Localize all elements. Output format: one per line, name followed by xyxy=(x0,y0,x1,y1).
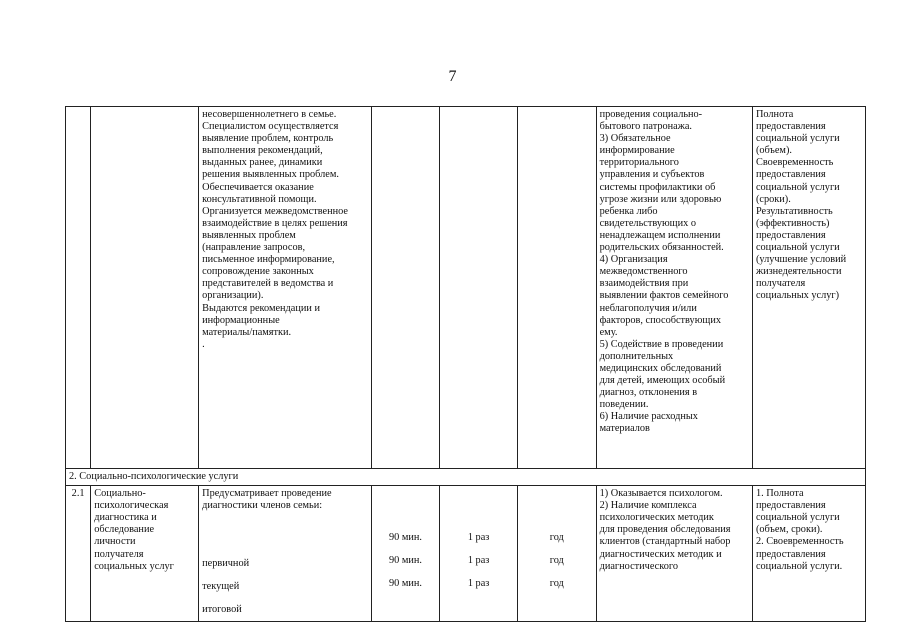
text-line: . xyxy=(202,338,205,350)
text-line: (объем). xyxy=(755,145,792,157)
text-line: материалов xyxy=(599,423,650,435)
text-line: клиентов (стандартный набор xyxy=(599,536,731,548)
text-line: информационные xyxy=(202,314,280,326)
text-line: свидетельствующих о xyxy=(599,217,696,229)
text-line: управления и субъектов xyxy=(599,169,705,181)
text-line: предоставления xyxy=(755,229,826,241)
duration-cell xyxy=(371,486,440,622)
text-line: Специалистом осуществляется xyxy=(202,121,339,133)
text-line: социальной услуги. xyxy=(755,560,843,572)
service-name-cell xyxy=(91,107,199,469)
text-line: социальной услуги xyxy=(755,133,840,145)
text-line: получателя xyxy=(755,278,806,290)
duration-cell xyxy=(371,107,440,469)
period-cell xyxy=(517,107,596,469)
text-line: материалы/памятки. xyxy=(202,326,292,338)
page-number: 7 xyxy=(448,68,457,85)
text-line: 5) Содействие в проведении xyxy=(599,338,724,350)
text-line: несовершеннолетнего в семье. xyxy=(202,109,337,120)
text-line: письменное информирование, xyxy=(202,254,335,266)
indicators-text xyxy=(756,109,862,303)
duration-primary: 90 мин. xyxy=(388,532,422,544)
services-table xyxy=(65,106,866,622)
text-line: системы профилактики об xyxy=(599,181,716,193)
text-line: обследование xyxy=(94,524,155,536)
text-line: Социально- xyxy=(94,488,146,500)
period-cell xyxy=(517,486,596,622)
text-line: 4) Организация xyxy=(599,254,668,266)
indicators-cell xyxy=(752,107,865,469)
text-line: бытового патронажа. xyxy=(599,121,692,133)
text-line: дополнительных xyxy=(599,350,674,362)
text-line: сопровождение законных xyxy=(202,266,314,278)
duration-final: 90 мин. xyxy=(388,578,422,590)
period-primary: год xyxy=(549,532,564,544)
section-header-row xyxy=(66,469,866,486)
period-final: год xyxy=(549,578,564,590)
text-line: выявлении фактов семейного xyxy=(599,290,729,302)
text-line: территориального xyxy=(599,157,679,169)
text-line: психологическая xyxy=(94,500,169,512)
text-line: 6) Наличие расходных xyxy=(599,411,698,423)
frequency-cell xyxy=(440,486,518,622)
indicators-cell xyxy=(752,486,865,622)
description-cell xyxy=(199,486,372,622)
frequency-final: 1 раз xyxy=(467,578,490,590)
text-line: Выдаются рекомендации и xyxy=(202,302,320,314)
text-line: выполнения рекомендаций, xyxy=(202,145,323,157)
text-line: ненадлежащем исполнении xyxy=(599,229,721,241)
description-text xyxy=(202,488,368,512)
service-name-text xyxy=(94,488,195,573)
text-line: для проведения обследования xyxy=(599,524,731,536)
text-line: диагноз, отклонения в xyxy=(599,387,698,399)
text-line: социальных услуг xyxy=(94,560,174,572)
text-line: (сроки). xyxy=(755,193,791,205)
text-line: ему. xyxy=(599,326,618,338)
text-line: предоставления xyxy=(755,121,826,133)
text-line: угрозе жизни или здоровью xyxy=(599,193,722,205)
text-line: (улучшение условий xyxy=(755,254,847,266)
text-line: Предусматривает проведение xyxy=(202,488,332,500)
period-current: год xyxy=(549,555,564,567)
text-line: жизнедеятельности xyxy=(755,266,842,278)
text-line: консультативной помощи. xyxy=(202,193,317,205)
text-line: проведения социально- xyxy=(599,109,703,120)
text-line: 1) Оказывается психологом. xyxy=(599,488,723,500)
text-line: поведении. xyxy=(599,399,649,411)
text-line: (объем, сроки). xyxy=(755,524,823,536)
text-line: Полнота xyxy=(755,109,794,120)
frequency-cell xyxy=(440,107,518,469)
text-line: получателя xyxy=(94,548,144,560)
text-line: социальной услуги xyxy=(755,181,840,193)
text-line: социальной услуги xyxy=(755,512,840,524)
text-line: выявление проблем, контроль xyxy=(202,133,334,145)
section-title: 2. Социально-психологические услуги xyxy=(66,469,866,486)
text-line: родительских обязанностей. xyxy=(599,242,724,254)
text-line: взаимодействие в целях решения xyxy=(202,217,348,229)
text-line: Результативность xyxy=(755,205,833,217)
text-line: 3) Обязательное xyxy=(599,133,671,145)
text-line: (эффективность) xyxy=(755,217,830,229)
text-line: Своевременность xyxy=(755,157,834,169)
text-line: представителей в ведомства и xyxy=(202,278,334,290)
text-line: диагностики членов семьи: xyxy=(202,500,323,512)
text-line: диагностических методик и xyxy=(599,548,722,560)
text-line: межведомственного xyxy=(599,266,688,278)
text-line: диагностического xyxy=(599,560,678,572)
text-line: психологических методик xyxy=(599,512,714,524)
conditions-cell xyxy=(596,486,752,622)
conditions-cell xyxy=(596,107,752,469)
diagnostic-type-current: текущей xyxy=(202,581,240,593)
text-line: предоставления xyxy=(755,548,826,560)
text-line: Обеспечивается оказание xyxy=(202,181,314,193)
text-line: ребенка либо xyxy=(599,205,658,217)
table-row-continued xyxy=(66,107,866,469)
text-line: медицинских обследований xyxy=(599,362,722,374)
text-line: взаимодействия при xyxy=(599,278,689,290)
text-line: информирование xyxy=(599,145,675,157)
duration-current: 90 мин. xyxy=(388,555,422,567)
text-line: социальных услуг) xyxy=(755,290,840,302)
text-line: выявленных проблем xyxy=(202,229,296,241)
diagnostic-type-primary: первичной xyxy=(202,558,250,570)
text-line: предоставления xyxy=(755,169,826,181)
text-line: предоставления xyxy=(755,500,826,512)
text-line: социальной услуги xyxy=(755,242,840,254)
text-line: Организуется межведомственное xyxy=(202,205,348,217)
service-name-cell xyxy=(91,486,199,622)
conditions-text xyxy=(600,488,749,573)
indicators-text xyxy=(756,488,862,573)
text-line: для детей, имеющих особый xyxy=(599,375,726,387)
text-line: 1. Полнота xyxy=(755,488,804,500)
text-line: решения выявленных проблем. xyxy=(202,169,339,181)
row-number: 2.1 xyxy=(66,486,91,622)
text-line: выданных ранее, динамики xyxy=(202,157,323,169)
text-line: (направление запросов, xyxy=(202,242,306,254)
text-line: личности xyxy=(94,536,136,548)
diagnostic-type-final: итоговой xyxy=(202,604,242,616)
description-text xyxy=(202,109,368,351)
frequency-primary: 1 раз xyxy=(467,532,490,544)
frequency-current: 1 раз xyxy=(467,555,490,567)
text-line: организации). xyxy=(202,290,264,302)
conditions-text xyxy=(600,109,749,436)
text-line: неблагополучия и/или xyxy=(599,302,697,314)
table-row-2-1 xyxy=(66,486,866,622)
number-cell xyxy=(66,107,91,469)
text-line: диагностика и xyxy=(94,512,157,524)
text-line: 2) Наличие комплекса xyxy=(599,500,697,512)
text-line: факторов, способствующих xyxy=(599,314,721,326)
text-line: 2. Своевременность xyxy=(755,536,844,548)
description-cell xyxy=(199,107,372,469)
